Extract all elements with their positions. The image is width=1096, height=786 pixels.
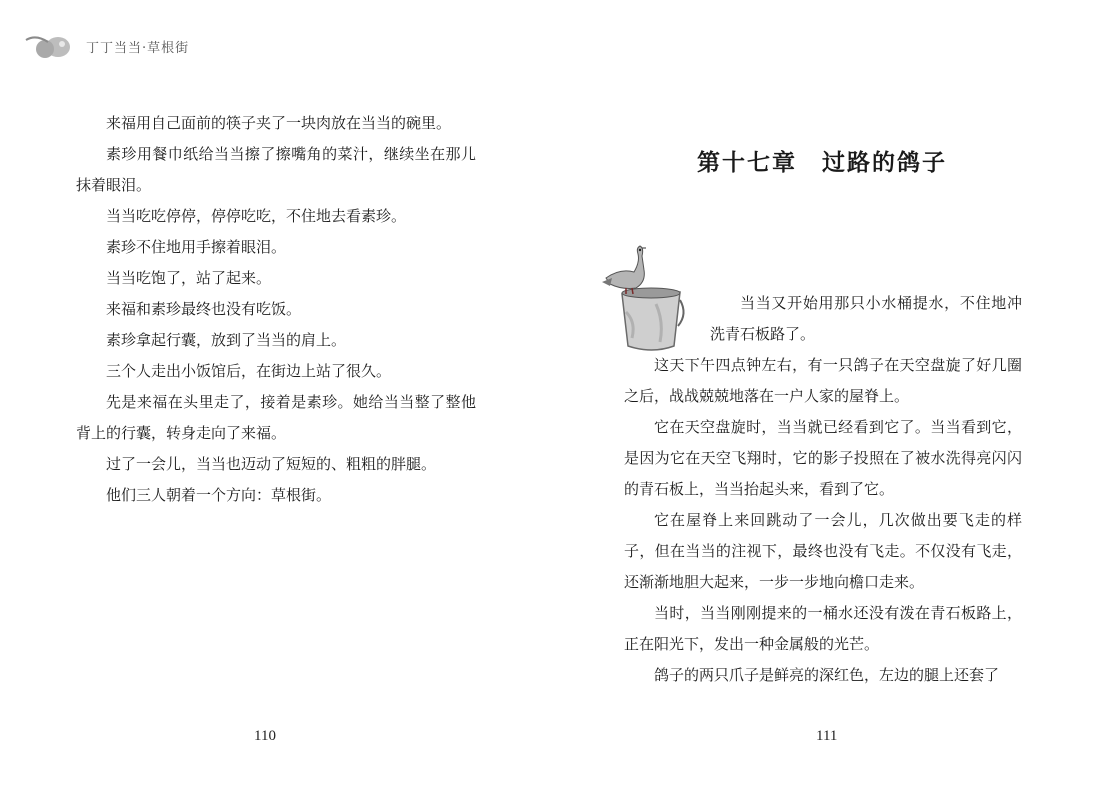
paragraph: 这天下午四点钟左右，有一只鸽子在天空盘旋了好几圈之后，战战兢兢地落在一户人家的屋脊上。	[624, 356, 1022, 405]
chapter-title: 第十七章 过路的鸽子	[697, 149, 947, 176]
paragraph: 来福用自己面前的筷子夹了一块肉放在当当的碗里。	[106, 114, 452, 132]
paragraph: 素珍不住地用手擦着眼泪。	[106, 238, 287, 256]
paragraph: 来福和素珍最终也没有吃饭。	[106, 300, 302, 318]
left-page-body	[76, 108, 476, 511]
paragraph: 当当吃饱了，站了起来。	[106, 269, 272, 287]
paragraph: 鸽子的两只爪子是鲜亮的深红色，左边的腿上还套了	[654, 666, 1000, 684]
paragraph: 它在屋脊上来回跳动了一会儿，几次做出要飞走的样子，但在当当的注视下，最终也没有飞走。不仅没有飞走，还渐渐地胆大起来，一步一步地向檐口走来。	[624, 511, 1022, 591]
gourd-logo-icon	[22, 30, 80, 62]
paragraph: 当当吃吃停停，停停吃吃，不住地去看素珍。	[106, 207, 407, 225]
paragraph: 当时，当当刚刚提来的一桶水还没有泼在青石板路上，正在阳光下，发出一种金属般的光芒。	[624, 604, 1022, 653]
paragraph: 三个人走出小饭馆后，在街边上站了很久。	[106, 362, 392, 380]
paragraph: 过了一会儿，当当也迈动了短短的、粗粗的胖腿。	[106, 455, 437, 473]
page-number-left: 110	[254, 728, 276, 744]
paragraph: 它在天空盘旋时，当当就已经看到它了。当当看到它，是因为它在天空飞翔时，它的影子投照在了被水洗得亮闪闪的青石板上，当当抬起头来，看到了它。	[624, 418, 1022, 498]
paragraph: 他们三人朝着一个方向：草根街。	[106, 486, 332, 504]
page-number-right: 111	[816, 728, 838, 744]
paragraph: 素珍拿起行囊，放到了当当的肩上。	[106, 331, 347, 349]
paragraph: 先是来福在头里走了，接着是素珍。她给当当整了整他背上的行囊，转身走向了来福。	[76, 393, 476, 442]
paragraph: 当当又开始用那只小水桶提水，不住地冲洗青石板路了。	[710, 294, 1022, 343]
paragraph: 素珍用餐巾纸给当当擦了擦嘴角的菜汁，继续坐在那儿抹着眼泪。	[76, 145, 476, 194]
right-page-body	[624, 288, 1022, 691]
header	[22, 30, 189, 62]
series-title: 丁丁当当·草根街	[86, 40, 190, 56]
